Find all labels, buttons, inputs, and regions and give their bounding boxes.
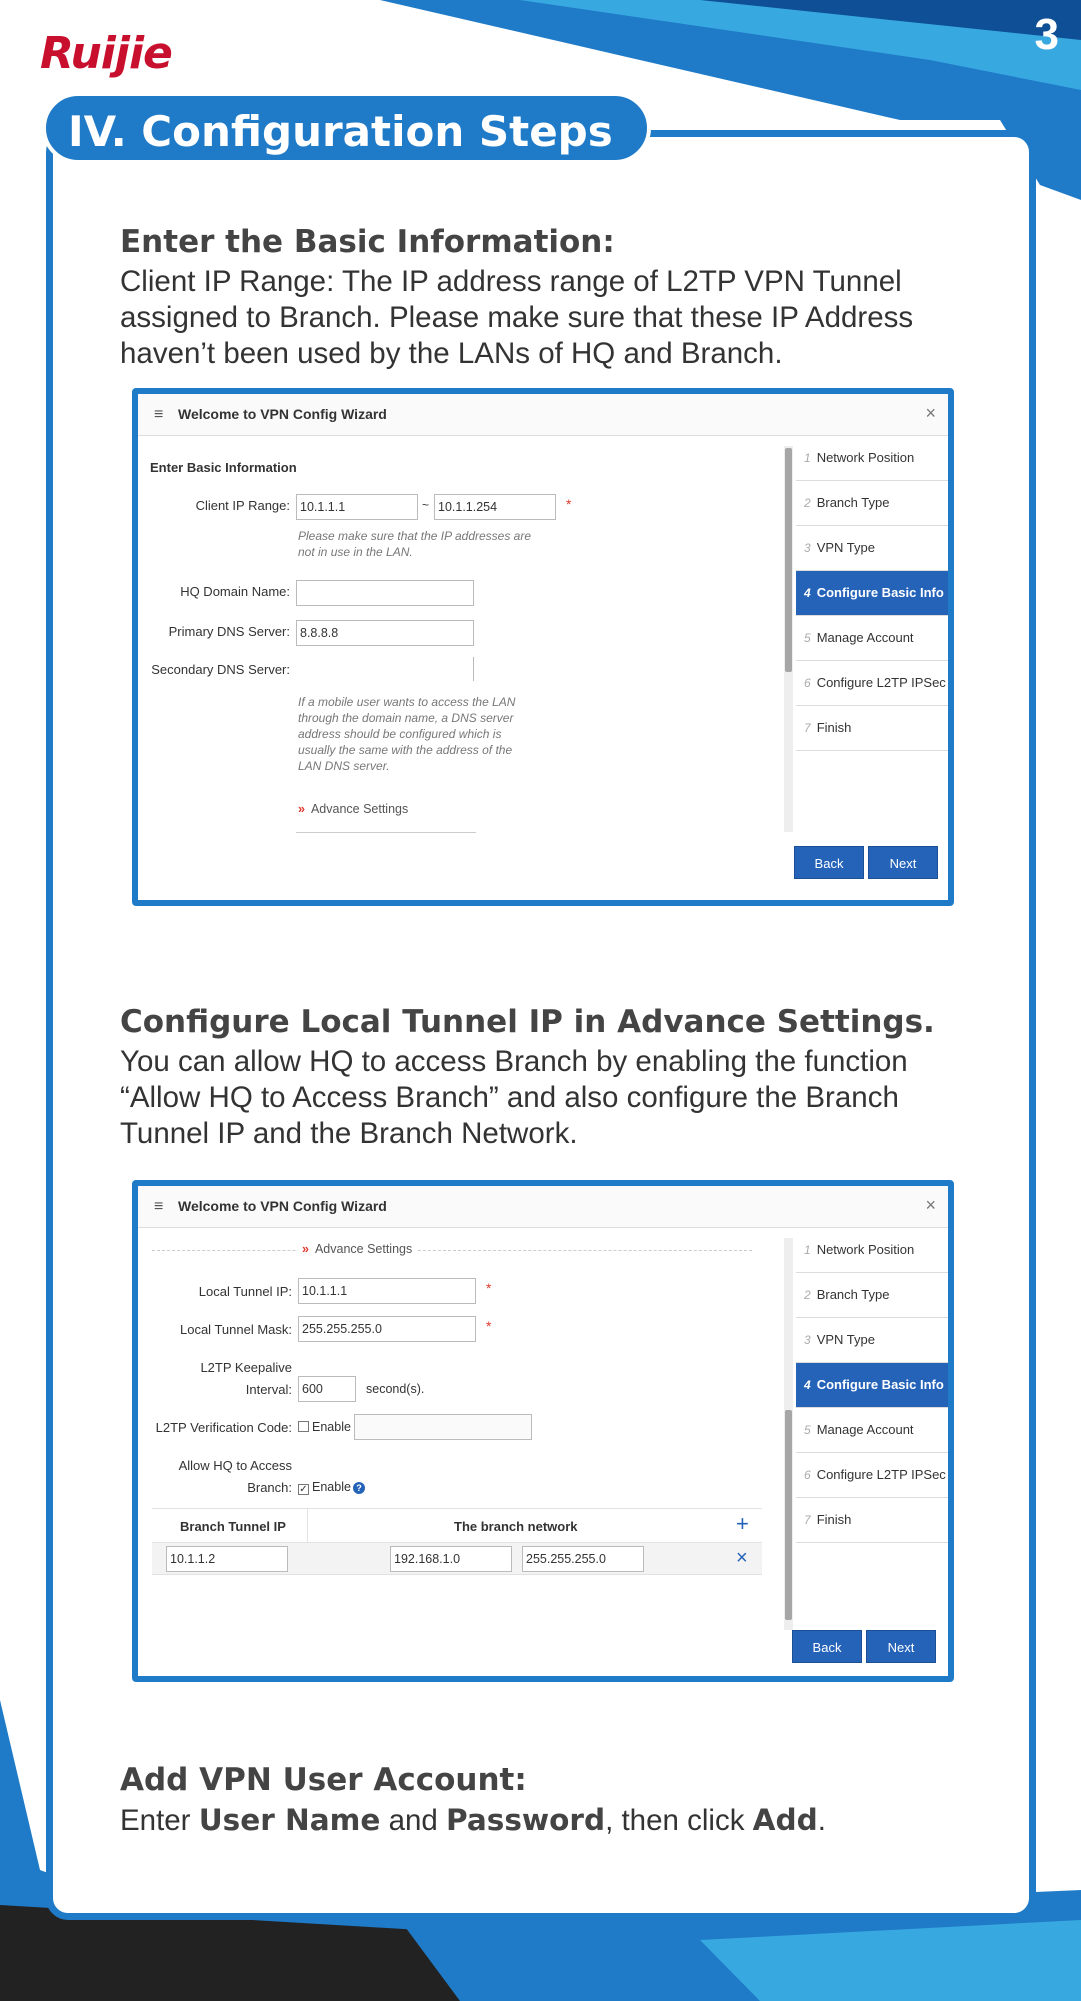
checkbox-label: Enable — [312, 1420, 351, 1434]
step-label: Configure L2TP IPSec — [816, 1467, 946, 1482]
range-separator: ~ — [422, 498, 430, 512]
hint-line: If a mobile user wants to access the LAN — [298, 695, 516, 709]
keepalive-interval-label: Interval: — [245, 1382, 292, 1397]
checkbox-checked-icon[interactable]: ✓ — [299, 1484, 308, 1495]
add-emphasis: Add — [752, 1803, 818, 1837]
required-mark: * — [486, 1280, 492, 1296]
step-label: Manage Account — [816, 630, 914, 645]
double-chevron-down-icon: » — [298, 802, 305, 816]
step-label: VPN Type — [816, 540, 875, 555]
step-label: Network Position — [816, 1242, 915, 1257]
step-label: VPN Type — [816, 1332, 875, 1347]
step-branch-type[interactable] — [796, 481, 948, 526]
wizard-screenshot-basic-info — [132, 388, 954, 906]
step-number: 2 — [804, 496, 811, 510]
step2-line: “Allow HQ to Access Branch” and also configure the Branch — [120, 1081, 899, 1114]
step3-body — [120, 1802, 1000, 1839]
step-label: Configure L2TP IPSec — [816, 675, 946, 690]
step-label: Branch Type — [816, 495, 890, 510]
scrollbar[interactable] — [784, 446, 793, 832]
verification-code-label: L2TP Verification Code: — [155, 1420, 292, 1435]
step-configure-basic-info[interactable] — [796, 1363, 948, 1408]
hint-line: usually the same with the address of the — [298, 743, 513, 757]
advance-settings-label: Advance Settings — [314, 1242, 413, 1256]
scrollbar[interactable] — [784, 1238, 793, 1630]
allow-hq-label: Allow HQ to Access — [178, 1458, 292, 1473]
local-tunnel-ip-input[interactable]: 10.1.1.1 — [298, 1278, 476, 1304]
client-ip-end-input[interactable]: 10.1.1.254 — [434, 494, 556, 520]
verification-enable-checkbox[interactable] — [298, 1420, 351, 1434]
wizard-header — [138, 1186, 948, 1228]
step-number: 7 — [804, 721, 811, 735]
step3-heading: Add VPN User Account: — [120, 1762, 527, 1798]
text-run: Enter — [120, 1804, 199, 1837]
menu-icon[interactable]: ≡ — [154, 1198, 164, 1215]
step-number: 6 — [804, 1468, 811, 1482]
text-run: . — [817, 1804, 826, 1837]
close-icon[interactable]: × — [925, 1195, 936, 1215]
text-run: , then click — [605, 1804, 753, 1837]
advance-settings-toggle[interactable] — [298, 802, 408, 816]
step-label: Manage Account — [816, 1422, 914, 1437]
hint-line: address should be configured which is — [298, 727, 502, 741]
step-number: 1 — [804, 451, 811, 465]
step-vpn-type[interactable] — [796, 526, 948, 571]
advance-settings-label: Advance Settings — [310, 802, 409, 816]
step-number: 4 — [804, 1378, 811, 1392]
table-row — [152, 1543, 762, 1575]
wizard-header — [138, 394, 948, 436]
verification-code-input[interactable] — [354, 1414, 532, 1440]
local-tunnel-mask-label: Local Tunnel Mask: — [179, 1322, 292, 1337]
password-emphasis: Password — [446, 1803, 606, 1837]
wizard-title: Welcome to VPN Config Wizard — [178, 1198, 387, 1214]
client-ip-label: Client IP Range: — [195, 498, 290, 513]
step2-line: Tunnel IP and the Branch Network. — [120, 1117, 578, 1150]
step-number: 7 — [804, 1513, 811, 1527]
secondary-dns-input-edge[interactable] — [473, 657, 474, 681]
keepalive-label: L2TP Keepalive — [200, 1360, 292, 1375]
username-emphasis: User Name — [198, 1803, 381, 1837]
step-finish[interactable] — [796, 1498, 948, 1543]
required-mark: * — [486, 1318, 492, 1334]
step-number: 4 — [804, 586, 811, 600]
step-number: 3 — [804, 541, 811, 555]
ruijie-logo: Ruijie — [40, 28, 172, 79]
back-button[interactable]: Back — [794, 846, 864, 879]
step-number: 5 — [804, 631, 811, 645]
step-number: 2 — [804, 1288, 811, 1302]
local-tunnel-ip-label: Local Tunnel IP: — [198, 1284, 292, 1299]
section-label: Enter Basic Information — [150, 460, 297, 475]
branch-network-table — [152, 1508, 762, 1575]
col-branch-tunnel-ip: Branch Tunnel IP — [180, 1519, 286, 1534]
allow-hq-branch-label: Branch: — [247, 1480, 292, 1495]
hint-line: Please make sure that the IP addresses are — [298, 529, 532, 543]
delete-icon[interactable]: × — [736, 1547, 748, 1569]
wizard-steps — [796, 436, 948, 751]
client-ip-start-input[interactable]: 10.1.1.1 — [296, 494, 418, 520]
scrollbar-thumb[interactable] — [785, 448, 792, 672]
dns-hint — [298, 694, 515, 774]
row-network-input[interactable]: 192.168.1.0 — [390, 1546, 512, 1572]
hint-line: through the domain name, a DNS server — [298, 711, 514, 725]
step-branch-type[interactable] — [796, 1273, 948, 1318]
step1-line: assigned to Branch. Please make sure that these IP Address — [120, 301, 914, 334]
divider — [296, 832, 476, 833]
step-finish[interactable] — [796, 706, 948, 751]
step1-body — [120, 264, 1000, 372]
checkbox-icon[interactable] — [298, 1421, 309, 1432]
menu-icon[interactable]: ≡ — [154, 406, 164, 423]
hq-domain-label: HQ Domain Name: — [180, 584, 290, 599]
hq-domain-input[interactable] — [296, 580, 474, 606]
scrollbar-thumb[interactable] — [785, 1410, 792, 1620]
divider — [152, 1250, 752, 1251]
wizard-title: Welcome to VPN Config Wizard — [178, 406, 387, 422]
section-title: IV. Configuration Steps — [42, 92, 651, 164]
close-icon[interactable]: × — [925, 403, 936, 423]
step-network-position[interactable] — [796, 436, 948, 481]
primary-dns-label: Primary DNS Server: — [168, 624, 290, 639]
back-button[interactable]: Back — [792, 1630, 862, 1663]
step-number: 6 — [804, 676, 811, 690]
hint-line: LAN DNS server. — [298, 759, 390, 773]
step-label: Finish — [816, 1512, 852, 1527]
next-button[interactable]: Next — [868, 846, 938, 879]
advance-settings-toggle[interactable] — [298, 1242, 416, 1256]
step-number: 5 — [804, 1423, 811, 1437]
hint-line: not in use in the LAN. — [298, 545, 413, 559]
step-manage-account[interactable] — [796, 1408, 948, 1453]
step2-body — [120, 1044, 1000, 1152]
secondary-dns-label: Secondary DNS Server: — [151, 662, 290, 677]
step1-heading: Enter the Basic Information: — [120, 224, 615, 260]
step-configure-basic-info[interactable] — [796, 571, 948, 616]
help-icon[interactable]: ? — [353, 1482, 365, 1494]
checkbox-label: Enable — [312, 1480, 351, 1494]
page-number: 3 — [1034, 10, 1059, 59]
step1-line: Client IP Range: The IP address range of L2TP VPN Tunnel — [120, 265, 902, 298]
required-mark: * — [566, 496, 572, 512]
client-ip-hint — [298, 528, 531, 560]
text-run: and — [380, 1804, 447, 1837]
next-button[interactable]: Next — [866, 1630, 936, 1663]
row-tunnel-ip-input[interactable]: 10.1.1.2 — [166, 1546, 288, 1572]
step-label: Network Position — [816, 450, 915, 465]
primary-dns-input[interactable]: 8.8.8.8 — [296, 620, 474, 646]
step-configure-l2tp-ipsec[interactable] — [796, 661, 948, 706]
step-number: 1 — [804, 1243, 811, 1257]
step-label: Configure Basic Info — [816, 1377, 944, 1392]
local-tunnel-mask-input[interactable]: 255.255.255.0 — [298, 1316, 476, 1342]
table-header — [152, 1509, 762, 1543]
wizard-steps — [796, 1228, 948, 1543]
keepalive-interval-input[interactable]: 600 — [298, 1376, 356, 1402]
row-mask-input[interactable]: 255.255.255.0 — [522, 1546, 644, 1572]
add-icon[interactable]: + — [736, 1511, 749, 1536]
wizard-screenshot-advance-settings — [132, 1180, 954, 1682]
step-vpn-type[interactable] — [796, 1318, 948, 1363]
step-label: Branch Type — [816, 1287, 890, 1302]
keepalive-unit: second(s). — [366, 1382, 425, 1396]
step-configure-l2tp-ipsec[interactable] — [796, 1453, 948, 1498]
double-chevron-up-icon: » — [302, 1242, 309, 1256]
step-manage-account[interactable] — [796, 616, 948, 661]
step-network-position[interactable] — [796, 1228, 948, 1273]
step2-heading: Configure Local Tunnel IP in Advance Settings. — [120, 1004, 935, 1040]
step-label: Finish — [816, 720, 852, 735]
col-branch-network: The branch network — [454, 1519, 578, 1534]
step-label: Configure Basic Info — [816, 585, 944, 600]
step2-line: You can allow HQ to access Branch by enabling the function — [120, 1045, 908, 1078]
step-number: 3 — [804, 1333, 811, 1347]
allow-hq-enable-checkbox[interactable] — [298, 1480, 365, 1495]
step1-line: haven’t been used by the LANs of HQ and Branch. — [120, 337, 783, 370]
